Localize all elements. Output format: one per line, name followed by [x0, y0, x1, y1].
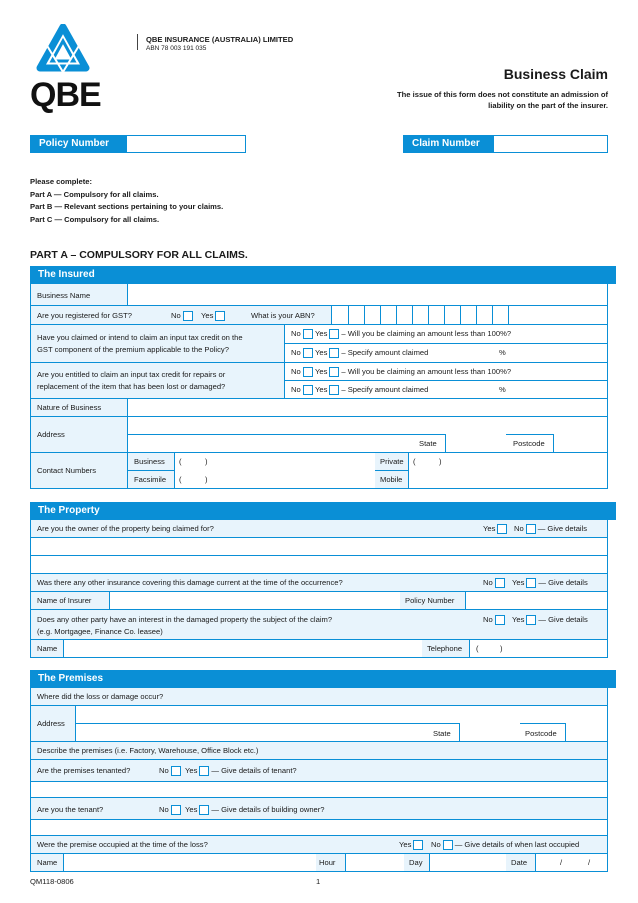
- gst-yes-checkbox[interactable]: [215, 311, 225, 321]
- claim-number-label: Claim Number: [404, 136, 494, 152]
- where-label: Where did the loss or damage occur?: [37, 692, 164, 701]
- tenant-label: Are you the tenant?: [37, 805, 104, 814]
- owner-details-input[interactable]: [30, 820, 608, 836]
- abn-label: What is your ABN?: [251, 311, 315, 320]
- premises-postcode-label: Postcode: [525, 729, 557, 738]
- property-section-header: The Property: [30, 502, 616, 520]
- premises-state-label: State: [433, 729, 451, 738]
- business-name-label: Business Name: [37, 291, 91, 300]
- tenant-details-input[interactable]: [30, 782, 608, 798]
- insurer-policy-input[interactable]: [465, 592, 607, 609]
- telephone-label: Telephone: [427, 644, 463, 653]
- policy-number-label: Policy Number: [31, 136, 127, 152]
- company-abn: ABN 78 003 191 035: [146, 45, 207, 52]
- input-tax-row: [30, 325, 608, 363]
- repairs-specify-no-checkbox[interactable]: [303, 385, 313, 395]
- qbe-logo-icon: [36, 24, 90, 78]
- claim-number-field[interactable]: [403, 135, 608, 153]
- repairs-options: No Yes – Will you be claiming an amount less than 100%? No Yes – Specify amount claimed %: [284, 363, 607, 398]
- interest-label-2: (e.g. Mortgagee, Finance Co. leasee): [37, 627, 163, 636]
- policy-number-label-2: Policy Number: [405, 596, 455, 605]
- percent-sign: %: [499, 348, 506, 357]
- facsimile-label: Facsimile: [134, 475, 167, 484]
- owner-no-checkbox[interactable]: [526, 524, 536, 534]
- qbe-logo-text: QBE: [30, 76, 101, 114]
- telephone-input[interactable]: ( ): [469, 640, 607, 657]
- tenanted-label: Are the premises tenanted?: [37, 766, 131, 775]
- company-name: QBE INSURANCE (AUSTRALIA) LIMITED: [146, 35, 294, 44]
- facsimile-input[interactable]: ( ): [174, 470, 375, 488]
- occupied-name-input[interactable]: [63, 854, 316, 871]
- postcode-label: Postcode: [513, 439, 545, 448]
- nature-row: [30, 399, 608, 417]
- input-tax-no-checkbox[interactable]: [303, 329, 313, 339]
- hour-label: Hour: [319, 858, 336, 867]
- premises-address-row: [30, 706, 608, 742]
- policy-number-field[interactable]: [30, 135, 246, 153]
- repairs-specify-yes-checkbox[interactable]: [329, 385, 339, 395]
- business-name-input[interactable]: [127, 284, 607, 305]
- premises-address-label: Address: [37, 719, 65, 728]
- describe-label: Describe the premises (i.e. Factory, Warehouse, Office Block etc.): [37, 746, 259, 755]
- disclaimer: The issue of this form does not constitute an admission of liability on the part of the insurer.: [397, 90, 608, 110]
- interest-yes-checkbox[interactable]: [526, 615, 536, 625]
- date-label: Date: [511, 858, 528, 867]
- interest-row: Does any other party have an interest in the damaged property the subject of the claim? (e.g. Mortgagee, Finance Co. leasee) No Yes — Give details: [30, 610, 608, 640]
- occupied-name-row: [30, 854, 608, 872]
- abn-input[interactable]: [331, 306, 607, 324]
- percent-sign: %: [499, 385, 506, 394]
- insurer-row: [30, 592, 608, 610]
- state-label: State: [419, 439, 437, 448]
- gst-label: Are you registered for GST?: [37, 311, 132, 320]
- interest-name-input[interactable]: [63, 640, 422, 657]
- describe-row: [30, 742, 608, 760]
- tenanted-yes-checkbox[interactable]: [199, 766, 209, 776]
- repairs-no-checkbox[interactable]: [303, 367, 313, 377]
- tenant-yes-checkbox[interactable]: [199, 805, 209, 815]
- interest-label-1: Does any other party have an interest in the damaged property the subject of the claim?: [37, 615, 333, 624]
- owner-row: Are you the owner of the property being claimed for? Yes No — Give details: [30, 520, 608, 538]
- address-label: Address: [37, 430, 65, 439]
- address-row: [30, 417, 608, 453]
- instructions: Please complete: Part A — Compulsory for all claims. Part B — Relevant sections pertaining to your claims. Part C — Compulsory for all claims.: [30, 177, 224, 224]
- interest-no-checkbox[interactable]: [495, 615, 505, 625]
- day-label: Day: [409, 858, 423, 867]
- premises-section-header: The Premises: [30, 670, 616, 688]
- input-tax-label-1: Have you claimed or intend to claim an input tax credit on the: [37, 333, 243, 342]
- mobile-input[interactable]: [408, 470, 607, 488]
- gst-yes-option[interactable]: Yes: [201, 311, 227, 321]
- insurer-input[interactable]: [109, 592, 400, 609]
- premises-postcode-input[interactable]: [565, 723, 607, 741]
- nature-input[interactable]: [127, 399, 607, 416]
- repairs-yes-checkbox[interactable]: [329, 367, 339, 377]
- date-input[interactable]: / /: [535, 854, 607, 871]
- input-tax-specify-yes-checkbox[interactable]: [329, 348, 339, 358]
- private-phone-label: Private: [380, 457, 404, 466]
- occupied-no-checkbox[interactable]: [443, 840, 453, 850]
- part-a-heading: PART A – COMPULSORY FOR ALL CLAIMS.: [30, 249, 248, 261]
- other-insurance-yes-checkbox[interactable]: [526, 578, 536, 588]
- insurer-label: Name of Insurer: [37, 596, 92, 605]
- insured-section-header: The Insured: [30, 266, 616, 284]
- tenant-row: Are you the tenant? No Yes — Give details of building owner?: [30, 798, 608, 820]
- business-phone-input[interactable]: ( ): [174, 453, 375, 470]
- input-tax-label-2: GST component of the premium applicable to the Policy?: [37, 345, 229, 354]
- occupied-yes-checkbox[interactable]: [413, 840, 423, 850]
- business-phone-label: Business: [134, 457, 165, 466]
- tenanted-no-checkbox[interactable]: [171, 766, 181, 776]
- where-row: [30, 688, 608, 706]
- nature-label: Nature of Business: [37, 403, 102, 412]
- occupied-label: Were the premise occupied at the time of the loss?: [37, 840, 208, 849]
- contact-row: [30, 453, 608, 489]
- postcode-input[interactable]: [553, 434, 607, 452]
- contact-grid: [127, 453, 607, 488]
- page-number: 1: [316, 877, 321, 886]
- state-input[interactable]: [445, 434, 506, 452]
- premises-state-input[interactable]: [459, 723, 520, 741]
- business-name-row: [30, 284, 608, 306]
- other-insurance-row: Was there any other insurance covering this damage current at the time of the occurrence? No Yes — Give details: [30, 574, 608, 592]
- day-input[interactable]: [429, 854, 506, 871]
- owner-label: Are you the owner of the property being claimed for?: [37, 524, 214, 533]
- occupied-row: Were the premise occupied at the time of the loss? Yes No — Give details of when last occupied: [30, 836, 608, 854]
- gst-no-option[interactable]: No: [171, 311, 195, 321]
- other-insurance-no-checkbox[interactable]: [495, 578, 505, 588]
- tenanted-row: Are the premises tenanted? No Yes — Give details of tenant?: [30, 760, 608, 782]
- owner-yes-checkbox[interactable]: [497, 524, 507, 534]
- gst-row: [30, 306, 608, 325]
- tenant-no-checkbox[interactable]: [171, 805, 181, 815]
- occupied-name-label: Name: [37, 858, 58, 867]
- interest-name-label: Name: [37, 644, 58, 653]
- input-tax-options: No Yes – Will you be claiming an amount less than 100%? No Yes – Specify amount claimed %: [284, 325, 607, 362]
- mobile-label: Mobile: [380, 475, 403, 484]
- private-phone-input[interactable]: ( ): [408, 453, 607, 470]
- hour-input[interactable]: [345, 854, 404, 871]
- interest-name-row: [30, 640, 608, 658]
- contact-label: Contact Numbers: [37, 466, 97, 475]
- owner-details-line-2[interactable]: [30, 556, 608, 574]
- owner-details-line-1[interactable]: [30, 538, 608, 556]
- other-insurance-label: Was there any other insurance covering this damage current at the time of the occurrence?: [37, 578, 343, 587]
- form-code: QM118-0806: [30, 877, 74, 886]
- gst-no-checkbox[interactable]: [183, 311, 193, 321]
- input-tax-yes-checkbox[interactable]: [329, 329, 339, 339]
- page-title: Business Claim: [503, 66, 608, 82]
- input-tax-specify-no-checkbox[interactable]: [303, 348, 313, 358]
- repairs-label-2: replacement of the item that has been lost or damaged?: [37, 382, 226, 391]
- repairs-label-1: Are you entitled to claim an input tax credit for repairs or: [37, 370, 226, 379]
- repairs-tax-row: [30, 363, 608, 399]
